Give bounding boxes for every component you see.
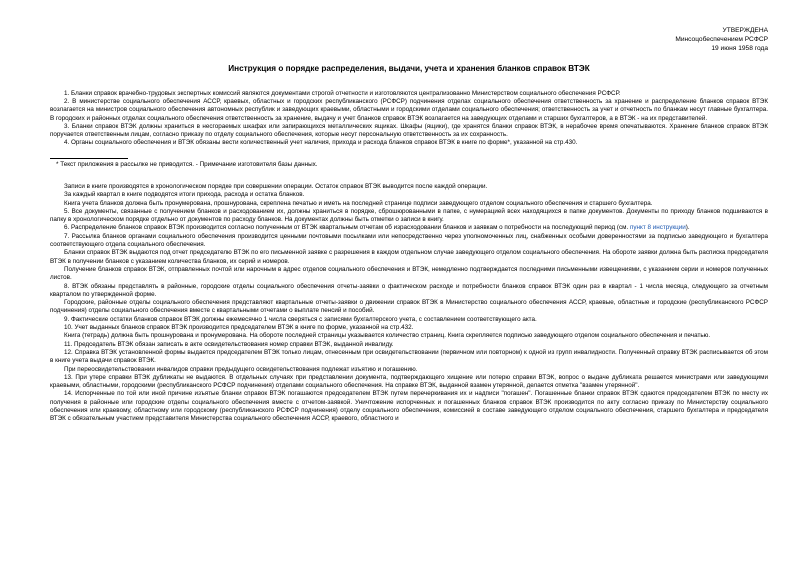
paragraph-12-reexam: При переосвидетельствовании инвалидов справки предыдущего освидетельствования подлежат изъятию и погашению. [64, 365, 418, 373]
document-page [50, 26, 768, 424]
paragraph-3: 3. Бланки справок ВТЭК должны храниться в несгораемых шкафах или запирающихся металлических ящиках. Шкафы (ящики), где хранятся бланки справок ВТЭК, в нерабочее время опечатываются. Хранение бланков справок ВТЭК поручается ответственным лицам, согласно приказу по отделу социального обеспечения, которые несут персональную ответственность за их сохранность. [50, 122, 768, 139]
paragraph-6 [50, 224, 768, 232]
paragraph-8: 8. ВТЭК обязаны представлять в районные, городские отделы социального обеспечения отчеты-заявки о фактическом расходе и потребности бланков справок ВТЭК один раз в квартал - 1 числа месяца, следующего за отчетным кварталом по утвержденной форме. [50, 282, 768, 298]
paragraph-records: Записи в книге производятся в хронологическом порядке при совершении операции. Остаток справок ВТЭК выводится после каждой операции. [64, 182, 488, 190]
paragraph-2: 2. В министерстве социального обеспечения АССР, краевых, областных и городских республиканского (РСФСР) подчинения отделах социального обеспечения ответственность за хранение и распределение бланков справок ВТЭК возлагается на министров социального обеспечения автономных республик и заведующих краевыми, областными и городскими отделами социального обеспечения; ответственность за учет и отчетность по бланкам несут главные бухгалтера. В городских и районных отделах социального обеспечения ответственность за хранение, выдачу и учет бланков справок ВТЭК возлагается на заведующих отделами и старших бухгалтеров, а в ВТЭК - на их представителей. [50, 97, 768, 122]
instruction-point-8-link[interactable]: пункт 8 инструкции [630, 224, 686, 232]
paragraph-13: 13. При утере справки ВТЭК дубликаты не выдаются. В отдельных случаях при представлении документа, подтверждающего хищение или потерю справки ВТЭК, вопрос о выдаче дубликата решается министрами или заведующими краевыми, областными, городскими (республиканского РСФСР подчинения) отделами социального обеспечения. На справке ВТЭК, выданной взамен утерянной, делается отметка "взамен утерянной". [50, 373, 768, 390]
paragraph-8-city: Городские, районные отделы социального обеспечения представляют квартальные отчеты-заявки о движении справок ВТЭК в Министерство социального обеспечения АССР, краевые, областные и городские (республиканского РСФСР подчинения) отделы социального обеспечения вместе с квартальными отчетами о выплате пенсий и пособий. [50, 299, 768, 315]
approval-line-1: УТВЕРЖДЕНА [722, 27, 768, 34]
approval-line-2: Минсоцобеспечением РСФСР [675, 36, 768, 44]
section-top [50, 90, 768, 148]
footnote-divider [50, 158, 128, 159]
paragraph-4: 4. Органы социального обеспечения и ВТЭК обязаны вести количественный учет наличия, прихода и расхода бланков справок ВТЭК в книге по форме*, указанной на стр.430. [64, 139, 578, 147]
paragraph-12: 12. Справка ВТЭК установленной формы выдается председателем ВТЭК только лицам, отнесенным при освидетельствовании (первичном или повторном) к одной из групп инвалидности. Полученный справку ВТЭК расписывается об этом в книге учета выдачи справок ВТЭК. [50, 348, 768, 365]
paragraph-1: 1. Бланки справок врачебно-трудовых экспертных комиссий являются документами строгой отчетности и изготовляются централизованно Министерством социального обеспечения РСФСР. [64, 89, 621, 97]
paragraph-6-tail: ). [685, 224, 690, 232]
paragraph-9: 9. Фактические остатки бланков справок ВТЭК должны ежемесячно 1 числа сверяться с записями бухгалтерского учета, с составлением соответствующего акта. [64, 315, 537, 323]
paragraph-ledger: Книга учета бланков должна быть пронумерована, прошнурована, скреплена печатью и иметь на последней странице подписи заведующего отделом социального обеспечения и старшего бухгалтера. [64, 199, 653, 207]
approval-line-3: 19 июня 1958 года [711, 45, 768, 53]
paragraph-7-issue: Бланки справок ВТЭК выдаются под отчет председателю ВТЭК по его письменной заявке с разрешения в каждом отдельном случае заведующего отделом социального обеспечения. На обороте заявки должна быть расписка председателя ВТЭК в получении бланков с указанием количества бланков, их серий и номеров. [50, 249, 768, 265]
document-title: Инструкция о порядке распределения, выдачи, учета и хранения бланков справок ВТЭК [228, 63, 590, 73]
footnote: * Текст приложения в рассылке не приводится. - Примечание изготовителя базы данных. [56, 160, 318, 168]
section-bottom [50, 183, 768, 424]
paragraph-7-receipt: Получение бланков справок ВТЭК, отправленных почтой или нарочным в адрес отделов социального обеспечения и ВТЭК, немедленно подтверждается последними письменными извещениями, с указанием серии и номеров полученных листов. [50, 265, 768, 282]
approval-stamp [50, 26, 768, 54]
paragraph-11: 11. Председатель ВТЭК обязан записать в акте освидетельствования номер справки ВТЭК, выданной инвалиду. [64, 340, 394, 348]
paragraph-6-text: 6. Распределение бланков справок ВТЭК производится согласно полученным от ВТЭК квартальным отчетам об израсходовании бланков и заявкам о потребности на последующий период (см. [64, 224, 630, 232]
paragraph-10: 10. Учет выданных бланков справок ВТЭК производится председателем ВТЭК в книге по форме, указанной на стр.432. [64, 324, 414, 332]
paragraph-5: 5. Все документы, связанные с получением бланков и расходованием их, должны храниться в порядке, сброшюрованными в папке, с нумерацией всех находящихся в папке документов. Документы по приходу бланков подшиваются в папку в хронологическом порядке отдельно от документов по расходу бланков. На документах должны быть отметки о записи в книгу. [50, 207, 768, 224]
paragraph-10-book: Книга (тетрадь) должна быть прошнурована и пронумерована. На обороте последней страницы указывается количество страниц. Книга скрепляется подписью заведующего отделом социального обеспечения и печатью. [64, 332, 711, 340]
paragraph-quarter-totals: За каждый квартал в книге подводятся итоги прихода, расхода и остатка бланков. [64, 191, 305, 199]
paragraph-7: 7. Рассылка бланков органами социального обеспечения производится ценными почтовыми посылками или непосредственно через уполномоченных лиц, снабженных особыми доверенностями за подписью заведующего и бухгалтера соответствующего отдела социального обеспечения. [50, 232, 768, 249]
paragraph-14: 14. Испорченные по той или иной причине изъятые бланки справок ВТЭК погашаются председателем ВТЭК путем перечеркивания их и надписи "погашен". Погашенные бланки справок ВТЭК сдаются председателем ВТЭК по месту их получения в районные или городские отделы социального обеспечения вместе с отчетом-заявкой. Уничтожение испорченных и погашенных бланков справок ВТЭК производится по акту согласно приказу по Министерству социального обеспечения или краевому, областному или городскому (республиканского РСФСР подчинения) отделу социального обеспечения, комиссией в составе заведующего отделом социального обеспечения, старшего бухгалтера и председателя ВТЭК с обязательным участием представителя Министерства социального обеспечения АССР, краевого, областного и [50, 390, 768, 423]
